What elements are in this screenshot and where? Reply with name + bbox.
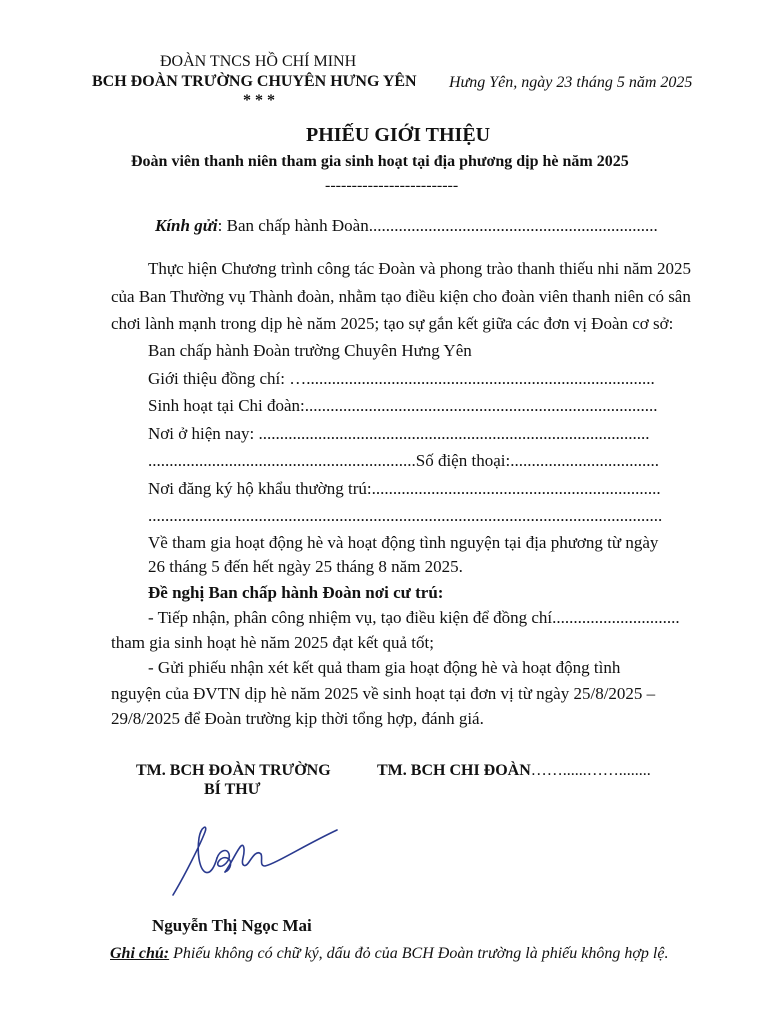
org-name-line1: ĐOÀN TNCS HỒ CHÍ MINH bbox=[160, 53, 357, 70]
footnote-label: Ghi chú: bbox=[110, 945, 170, 962]
place-date: Hưng Yên, ngày 23 tháng 5 năm 2025 bbox=[449, 74, 693, 91]
activity-line-1: Về tham gia hoạt động hè và hoạt động tình nguyện tại địa phương từ ngày bbox=[148, 533, 659, 552]
request-1-line-2: tham gia sinh hoạt hè năm 2025 đạt kết quả tốt; bbox=[111, 633, 434, 652]
left-signature-title: TM. BCH ĐOÀN TRƯỜNG bbox=[136, 762, 331, 779]
field-introduce: Giới thiệu đồng chí: ….................................................................................. bbox=[148, 369, 655, 388]
request-heading: Đề nghị Ban chấp hành Đoàn nơi cư trú: bbox=[148, 583, 444, 602]
request-2-line-3: 29/8/2025 để Đoàn trường kịp thời tổng hợp, đánh giá. bbox=[111, 709, 484, 728]
handwritten-signature bbox=[165, 820, 345, 900]
addressee-text: : Ban chấp hành Đoàn.................................................................... bbox=[217, 216, 658, 235]
intro-line-2: của Ban Thường vụ Thành đoàn, nhằm tạo điều kiện cho đoàn viên thanh niên có sân bbox=[111, 287, 691, 306]
field-branch: Sinh hoạt tại Chi đoàn:................................................................................... bbox=[148, 396, 658, 415]
document-title: PHIẾU GIỚI THIỆU bbox=[306, 124, 491, 146]
residence-continuation: ............................................................... bbox=[148, 451, 416, 470]
field-phone: Số điện thoại:................................... bbox=[415, 451, 659, 470]
request-2-line-2: nguyện của ĐVTN dịp hè năm 2025 về sinh hoạt tại đơn vị từ ngày 25/8/2025 – bbox=[111, 684, 656, 703]
addressee-label: Kính gửi bbox=[155, 216, 218, 235]
right-signature-title: TM. BCH CHI ĐOÀN bbox=[377, 762, 531, 779]
field-household-cont: ......................................................................................................................... bbox=[148, 506, 663, 525]
field-residence-cont bbox=[148, 451, 659, 471]
field-household: Nơi đăng ký hộ khẩu thường trú:.................................................................... bbox=[148, 479, 661, 498]
activity-line-2: 26 tháng 5 đến hết ngày 25 tháng 8 năm 2025. bbox=[148, 557, 463, 576]
addressee bbox=[155, 216, 658, 236]
request-1-line-1: - Tiếp nhận, phân công nhiệm vụ, tạo điều kiện để đồng chí.............................. bbox=[148, 608, 680, 627]
title-divider: ------------------------- bbox=[325, 177, 459, 194]
header-stars: * * * bbox=[243, 92, 275, 109]
signer-name: Nguyễn Thị Ngọc Mai bbox=[152, 916, 312, 935]
field-residence: Nơi ở hiện nay: ............................................................................................ bbox=[148, 424, 650, 443]
request-2-line-1: - Gửi phiếu nhận xét kết quả tham gia hoạt động hè và hoạt động tình bbox=[148, 658, 621, 677]
document-subtitle: Đoàn viên thanh niên tham gia sinh hoạt tại địa phương dịp hè năm 2025 bbox=[131, 153, 629, 170]
footnote bbox=[110, 945, 668, 963]
org-name-line2: BCH ĐOÀN TRƯỜNG CHUYÊN HƯNG YÊN bbox=[92, 73, 417, 90]
right-signature-dots: ……......……........ bbox=[530, 762, 651, 779]
intro-line-3: chơi lành mạnh trong dịp hè năm 2025; tạo sự gắn kết giữa các đơn vị Đoàn cơ sở: bbox=[111, 314, 674, 333]
right-signature-block bbox=[377, 762, 651, 780]
intro-line-1: Thực hiện Chương trình công tác Đoàn và phong trào thanh thiếu nhi năm 2025 bbox=[148, 259, 691, 278]
footnote-text: Phiếu không có chữ ký, dấu đỏ của BCH Đoàn trường là phiếu không hợp lệ. bbox=[169, 945, 669, 962]
issuer-line: Ban chấp hành Đoàn trường Chuyên Hưng Yên bbox=[148, 341, 472, 360]
left-signature-role: BÍ THƯ bbox=[204, 781, 261, 798]
